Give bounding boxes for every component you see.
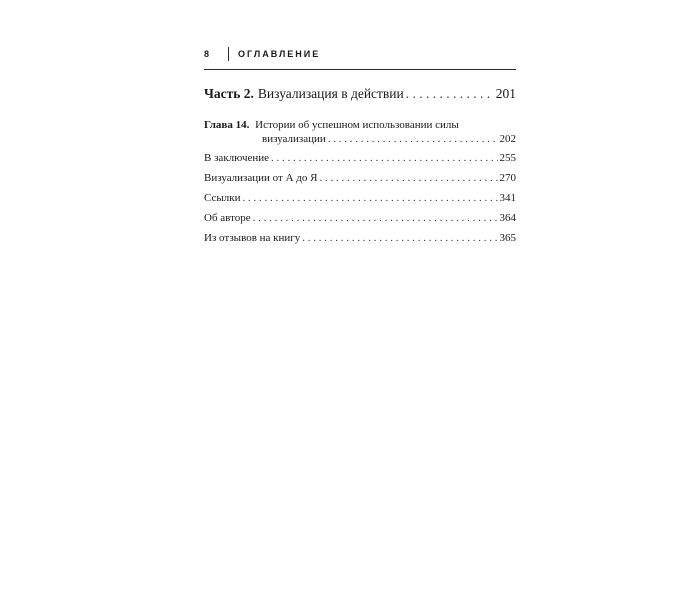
toc-entry[interactable] [204, 212, 516, 232]
entry-title: Об авторе [204, 212, 251, 224]
entry-page: 270 [499, 172, 516, 184]
entry-page: 255 [499, 152, 516, 164]
dot-leader [328, 132, 498, 146]
toc-part-2[interactable] [204, 86, 516, 106]
chapter-title-line2: визуализации [262, 133, 326, 145]
chapter-second-line [204, 132, 516, 146]
dot-leader [271, 152, 497, 164]
chapter-title-line1: Истории об успешном использовании силы [255, 119, 459, 131]
part-title: Визуализация в действии [257, 86, 404, 101]
entry-title: В заключение [204, 152, 270, 164]
entry-page: 364 [499, 212, 516, 224]
toc-entry[interactable] [204, 152, 516, 172]
table-of-contents [204, 86, 516, 252]
page-number: 8 [204, 49, 210, 59]
chapter-page: 202 [499, 133, 516, 145]
toc-entry[interactable] [204, 192, 516, 212]
dot-leader [319, 172, 497, 184]
entry-page: 341 [499, 192, 516, 204]
entry-title: Из отзывов на книгу [204, 232, 301, 244]
dot-leader [302, 232, 497, 244]
part-label: Часть 2. [204, 86, 254, 101]
part-page: 201 [495, 86, 516, 101]
running-header [204, 47, 516, 70]
dot-leader [406, 86, 494, 102]
chapter-label: Глава 14. [204, 119, 250, 131]
header-divider [228, 47, 229, 61]
entry-title: Ссылки [204, 192, 241, 204]
entry-page: 365 [499, 232, 516, 244]
dot-leader [253, 212, 498, 224]
chapter-first-line [204, 118, 516, 132]
dot-leader [242, 192, 497, 204]
toc-chapter-14[interactable] [204, 118, 516, 146]
entry-title: Визуализации от А до Я [204, 172, 318, 184]
toc-entry[interactable] [204, 232, 516, 252]
section-title: ОГЛАВЛЕНИЕ [238, 49, 321, 59]
toc-entry[interactable] [204, 172, 516, 192]
